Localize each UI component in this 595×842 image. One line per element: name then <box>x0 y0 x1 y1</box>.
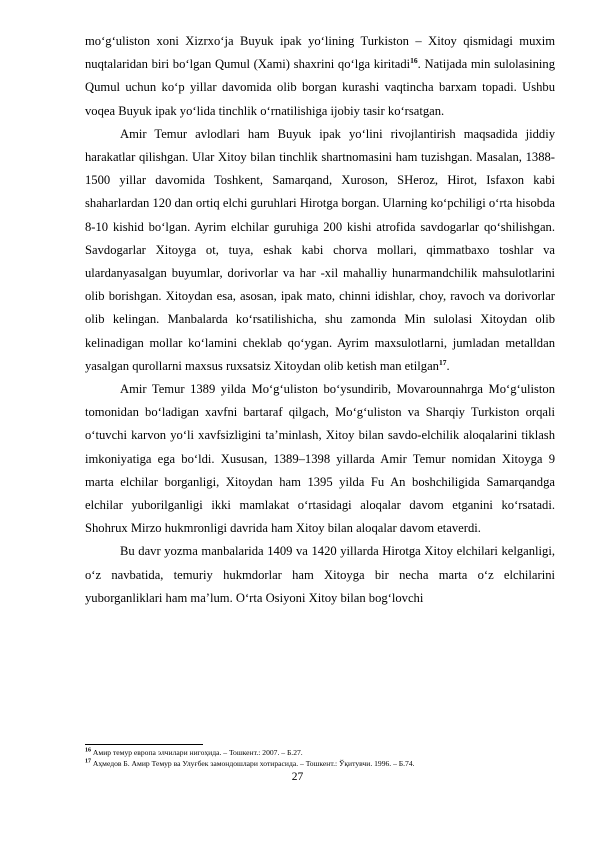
paragraph-2-tail: . <box>446 358 450 373</box>
page-number: 27 <box>291 771 304 783</box>
paragraph-3-text: Amir Temur 1389 yilda Mo‘g‘uliston bo‘ysundirib, Movarounnahrga Mo‘g‘uliston tomonidan bo‘ladigan xavfni bartaraf qilgach, Mo‘g‘uliston va Sharqiy Turkiston orqali o‘tuvchi karvon yo‘li xavfsizligini ta’minlash, Xitoy bilan savdo-elchilik aloqalarini tiklash imkoniyatiga ega bo‘ldi. Xususan, 1389–1398 yillarda Amir Temur nomidan Xitoyga 9 marta elchilar borganligi, Xitoydan ham 1395 yilda Fu An boshchiligida Samarqandga elchilar yuborilganligi ikki mamlakat o‘rtasidagi aloqalar davom etganini ko‘rsatadi. Shohrux Mirzo hukmronligi davrida ham Xitoy bilan aloqalar davom etaverdi. <box>85 382 555 536</box>
footnote-number: 16 <box>85 747 91 754</box>
footnote-ref-16: 16 <box>410 56 418 66</box>
document-body <box>85 30 555 610</box>
paragraph-1-tail: . Natijada min sulolasining Qumul uchun ko‘p yillar davomida olib borgan kurashi vaqtincha barxam topadi. Ushbu voqea Buyuk ipak yo‘lida tinchlik o‘rnatilishiga ijobiy tasir ko‘rsatgan. <box>85 57 555 118</box>
paragraph-2-text: Amir Temur avlodlari ham Buyuk ipak yo‘lini rivojlantirish maqsadida jiddiy harakatlar qilishgan. Ular Xitoy bilan tinchlik shartnomasini ham tuzishgan. Masalan, 1388-1500 yillar davomida Toshkent, Samarqand, Xuroson, SHeroz, Hirot, Isfaxon kabi shaharlardan 120 dan ortiq elchi guruhlari Hirotga borgan. Ularning ko‘pchiligi o‘rta hisobda 8-10 kishid bo‘lgan. Ayrim elchilar guruhiga 200 kishi atrofida savdogarlar qo‘shilishgan. Savdogarlar Xitoyga ot, tuya, eshak kabi chorva mollari, qimmatbaxo toshlar va ulardanyasalgan buyumlar, dorivorlar va har -xil mahalliy hunarmandchilik mahsulotlarini olib borishgan. Xitoydan esa, asosan, ipak mato, chinni idishlar, choy, ravoch va dorivorlar olib kelingan. Manbalarda ko‘rsatilishicha, shu zamonda Min sulolasi Xitoydan olib kelinadigan mollar ko‘lamini cheklab qo‘ygan. Ayrim maxsulotlarni, jumladan metalldan yasalgan qurollarni maxsus ruxsatsiz Xitoydan olib ketish man etilgan <box>85 126 555 373</box>
paragraph-3 <box>85 378 555 540</box>
footnote-separator <box>85 744 203 745</box>
footnote-17 <box>85 758 555 769</box>
paragraph-4 <box>85 540 555 610</box>
footnote-number: 17 <box>85 758 91 765</box>
footnote-16 <box>85 747 555 758</box>
paragraph-4-text: Bu davr yozma manbalarida 1409 va 1420 yillarda Hirotga Xitoy elchilari kelganligi, o‘z navbatida, temuriy hukmdorlar ham Xitoyga bir necha marta o‘z elchilarini yuborganliklari ham ma’lum. O‘rta Osiyoni Xitoy bilan bog‘lovchi <box>85 544 555 605</box>
paragraph-1-text: mo‘g‘uliston xoni Xizrxo‘ja Buyuk ipak yo‘lining Turkiston – Xitoy qismidagi muxim nuqtalaridan biri bo‘lgan Qumul (Xami) shaxrini qo‘lga kiritadi <box>85 34 555 72</box>
footnotes <box>85 747 555 769</box>
paragraph-2 <box>85 123 555 378</box>
paragraph-1 <box>85 30 555 123</box>
footnote-text: Аҳмедов Б. Амир Темур ва Улуғбек замондошлари хотирасида. – Тошкент.: Ўқитувчи. 1996. – Б.74. <box>91 759 415 768</box>
footnote-ref-17: 17 <box>438 357 447 367</box>
footnote-text: Амир темур европа элчилари нигоҳида. – Тошкент.: 2007. – Б.27. <box>91 748 303 757</box>
